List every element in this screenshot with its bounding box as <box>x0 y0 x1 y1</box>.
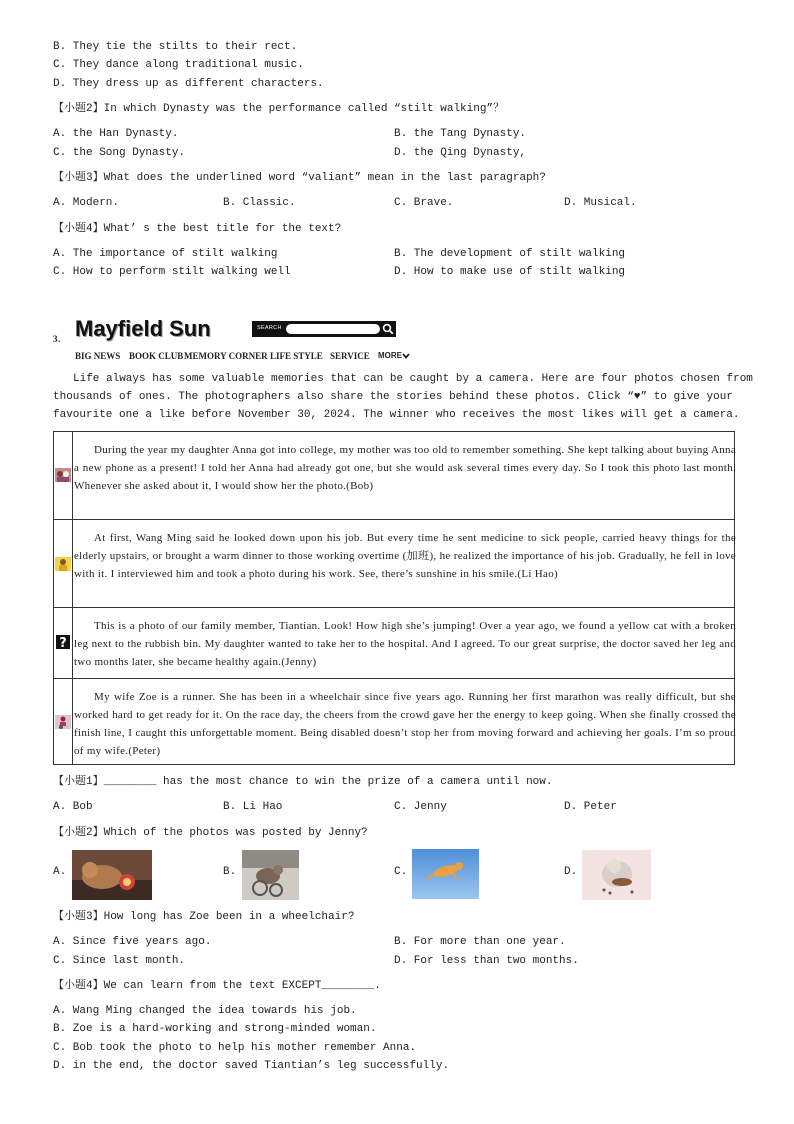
prev-q4-option-a: A. The importance of stilt walking <box>53 248 278 260</box>
prev-q4-option-b: B. The development of stilt walking <box>394 248 626 260</box>
prev-q3-option-d: D. Musical. <box>564 197 637 209</box>
section-number: 3. <box>53 334 61 344</box>
nav-more-label: MORE <box>378 351 402 360</box>
q3-option-c: C. Since last month. <box>53 955 186 967</box>
family-photo-icon[interactable] <box>55 468 71 482</box>
entry-thumb-cell <box>54 608 73 678</box>
prev-q1-option-c: C. They dance along traditional music. <box>53 59 304 71</box>
nav-life-style[interactable]: LIFE STYLE <box>270 351 323 361</box>
prev-q2-option-c: C. the Song Dynasty. <box>53 147 186 159</box>
entry-text-li-hao: At first, Wang Ming said he looked down upon his job. But every time he sent medicine to sick people, carried heavy things for the elderly upstairs, or brought a warm dinner to those working overtime (加班), he realized the importance of his job. Gradually, he fell in love with it. I interviewed him and took a photo during his work. See, there’s sunshine in his smile.(Li Hao) <box>74 532 736 580</box>
search-label: SEARCH <box>257 325 282 331</box>
q3-option-a: A. Since five years ago. <box>53 936 212 948</box>
q4-option-a: A. Wang Ming changed the idea towards his job. <box>53 1005 357 1017</box>
entry-thumb-cell <box>54 520 73 607</box>
delivery-man-icon[interactable] <box>55 557 71 571</box>
prev-q2-option-a: A. the Han Dynasty. <box>53 128 179 140</box>
q2-option-c-label: C. <box>394 866 408 878</box>
prev-q3-option-a: A. Modern. <box>53 197 120 209</box>
search-icon[interactable] <box>382 323 394 335</box>
entry-row-li-hao <box>54 520 734 608</box>
entry-text-bob: During the year my daughter Anna got into college, my mother was too old to remember something. She kept talking about buying Anna a new phone as a present! I told her Anna had already got one, but she would ask several times every day. So I took this photo last month. Whenever she asked about it, I would show her the photo.(Bob) <box>74 444 736 492</box>
q4-option-c: C. Bob took the photo to help his mother remember Anna. <box>53 1042 417 1054</box>
prev-q2-option-b: B. the Tang Dynasty. <box>394 128 527 140</box>
q3-option-b: B. For more than one year. <box>394 936 566 948</box>
q3-option-d: D. For less than two months. <box>394 955 579 967</box>
prev-q2-question: 【小题2】In which Dynasty was the performance called “stilt walking”？ <box>53 103 505 115</box>
svg-text:?: ? <box>59 636 67 649</box>
q4-option-d: D. in the end, the doctor saved Tiantian’s leg successfully. <box>53 1060 450 1072</box>
entry-thumb-cell <box>54 679 73 765</box>
prev-q3-option-b: B. Classic. <box>223 197 296 209</box>
q1-question: 【小题1】________ has the most chance to win the prize of a camera until now. <box>53 776 553 788</box>
q1-option-c: C. Jenny <box>394 801 447 813</box>
intro-line-2: thousands of ones. The photographers also share the stories behind these photos. Click “♥” to give your <box>53 391 733 403</box>
nav-big-news[interactable]: BIG NEWS <box>75 351 121 361</box>
nav-service[interactable]: SERVICE <box>330 351 370 361</box>
q1-option-d: D. Peter <box>564 801 617 813</box>
nav-book-club[interactable]: BOOK CLUB <box>129 351 184 361</box>
entry-text-jenny: This is a photo of our family member, Tiantian. Look! How high she’s jumping! Over a year ago, we found a yellow cat with a broken leg next to the rubbish bin. My daughter wanted to take her to the hospital. And I agreed. To our great surprise, the doctor saved her leg and two months later, she became healthy again.(Jenny) <box>74 620 736 668</box>
prev-q1-option-d: D. They dress up as different characters. <box>53 78 324 90</box>
q1-option-b: B. Li Hao <box>223 801 283 813</box>
search-bar[interactable] <box>252 321 396 337</box>
photo-kitten-eating[interactable] <box>582 850 651 900</box>
entry-row-bob <box>54 432 734 520</box>
prev-q4-option-c: C. How to perform stilt walking well <box>53 266 291 278</box>
entry-row-jenny <box>54 608 734 679</box>
prev-q1-option-b: B. They tie the stilts to their rect. <box>53 41 298 53</box>
photo-cat-with-toy[interactable] <box>72 850 152 900</box>
q4-option-b: B. Zoe is a hard-working and strong-minded woman. <box>53 1023 377 1035</box>
prev-q2-option-d: D. the Qing Dynasty, <box>394 147 527 159</box>
entry-thumb-cell <box>54 432 73 519</box>
intro-line-3: favourite one a like before November 30, 2024. The winner who receives the most likes will get a camera. <box>53 409 740 421</box>
prev-q3-question: 【小题3】What does the underlined word “valiant” mean in the last paragraph? <box>53 172 546 184</box>
nav-memory-corner[interactable]: MEMORY CORNER <box>184 351 268 361</box>
entry-row-peter <box>54 679 734 765</box>
missing-image-icon[interactable] <box>55 635 71 649</box>
q2-option-b-label: B. <box>223 866 237 878</box>
q4-question: 【小题4】We can learn from the text EXCEPT________. <box>53 980 381 992</box>
brand-logo: Mayfield Sun <box>75 316 211 341</box>
intro-line-1: Life always has some valuable memories that can be caught by a camera. Here are four photos chosen from <box>73 373 753 385</box>
prev-q4-option-d: D. How to make use of stilt walking <box>394 266 626 278</box>
nav-more[interactable] <box>378 351 410 360</box>
photo-entries-table <box>53 431 735 765</box>
search-input[interactable] <box>286 324 380 334</box>
q2-question: 【小题2】Which of the photos was posted by Jenny? <box>53 827 368 839</box>
q2-option-a-label: A. <box>53 866 67 878</box>
photo-jumping-cat[interactable] <box>412 849 479 899</box>
q1-option-a: A. Bob <box>53 801 93 813</box>
prev-q3-option-c: C. Brave. <box>394 197 454 209</box>
wheelchair-runner-icon[interactable] <box>55 715 71 729</box>
photo-dog-in-wheelchair[interactable] <box>242 850 299 900</box>
chevron-down-icon <box>402 353 410 359</box>
q2-option-d-label: D. <box>564 866 578 878</box>
q3-question: 【小题3】How long has Zoe been in a wheelchair? <box>53 911 355 923</box>
prev-q4-question: 【小题4】What’ s the best title for the text? <box>53 223 342 235</box>
entry-text-peter: My wife Zoe is a runner. She has been in a wheelchair since five years ago. Running her first marathon was really difficult, but she worked hard to get ready for it. On the race day, the cheers from the crowd gave her the energy to keep going. When she finally crossed the finish line, I caught this unforgettable moment. Being disabled doesn’t stop her from moving forward and achieving her goals. I’m so proud of my wife.(Peter) <box>74 691 736 757</box>
